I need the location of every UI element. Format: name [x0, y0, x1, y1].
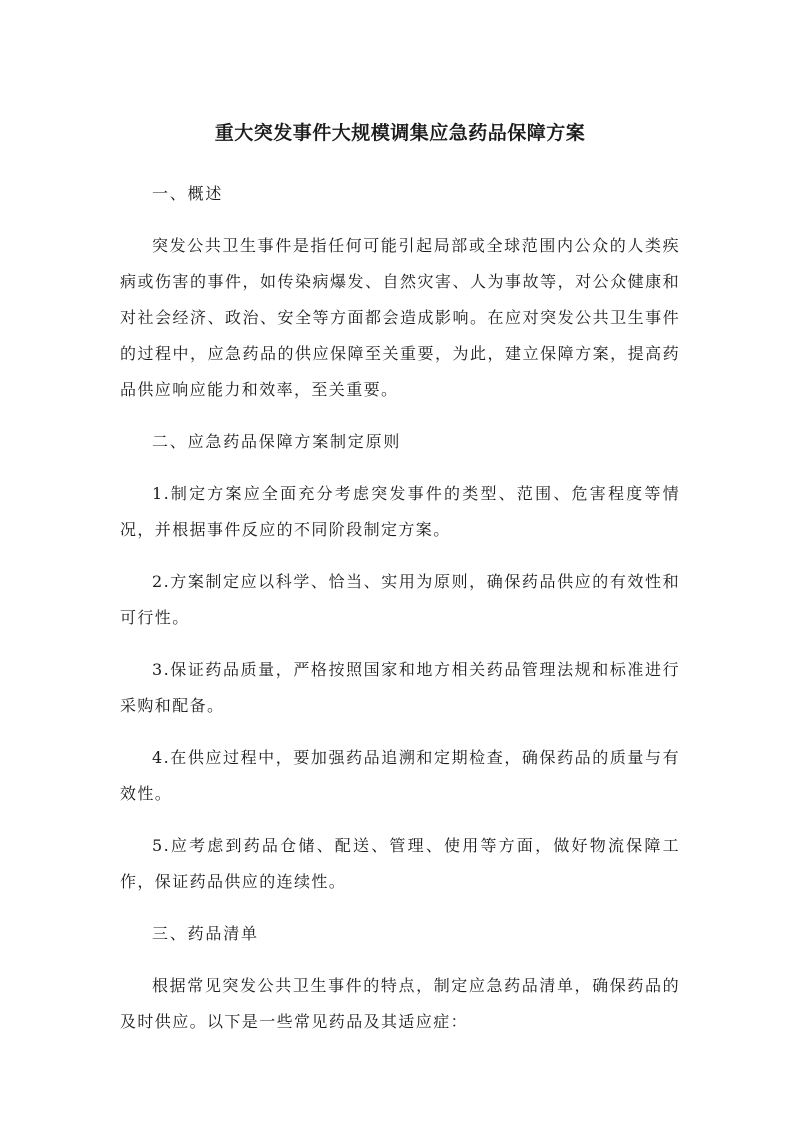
document-body: [120, 176, 680, 1056]
section-heading-principles: 二、应急药品保障方案制定原则: [152, 432, 402, 451]
paragraph-drug-list: 根据常见突发公共卫生事件的特点，制定应急药品清单，确保药品的及时供应。以下是一些常见药品及其适应症：: [120, 976, 680, 1031]
section-heading-drug-list: 三、药品清单: [152, 924, 259, 943]
paragraph-overview: 突发公共卫生事件是指任何可能引起局部或全球范围内公众的人类疾病或伤害的事件，如传染病爆发、自然灾害、人为事故等，对公众健康和对社会经济、政治、安全等方面都会造成影响。在应对突发公共卫生事件的过程中，应急药品的供应保障至关重要，为此，建立保障方案，提高药品供应响应能力和效率，至关重要。: [120, 236, 680, 399]
paragraph-principle-1: 1.制定方案应全面充分考虑突发事件的类型、范围、危害程度等情况，并根据事件反应的不同阶段制定方案。: [120, 484, 680, 539]
paragraph-principle-2: 2.方案制定应以科学、恰当、实用为原则，确保药品供应的有效性和可行性。: [120, 572, 680, 627]
paragraph-principle-4: 4.在供应过程中，要加强药品追溯和定期检查，确保药品的质量与有效性。: [120, 748, 680, 803]
paragraph-principle-5: 5.应考虑到药品仓储、配送、管理、使用等方面，做好物流保障工作，保证药品供应的连续性。: [120, 836, 680, 891]
document-title: 重大突发事件大规模调集应急药品保障方案: [214, 122, 586, 144]
section-heading-overview: 一、概述: [152, 184, 224, 203]
paragraph-principle-3: 3.保证药品质量，严格按照国家和地方相关药品管理法规和标准进行采购和配备。: [120, 660, 680, 715]
